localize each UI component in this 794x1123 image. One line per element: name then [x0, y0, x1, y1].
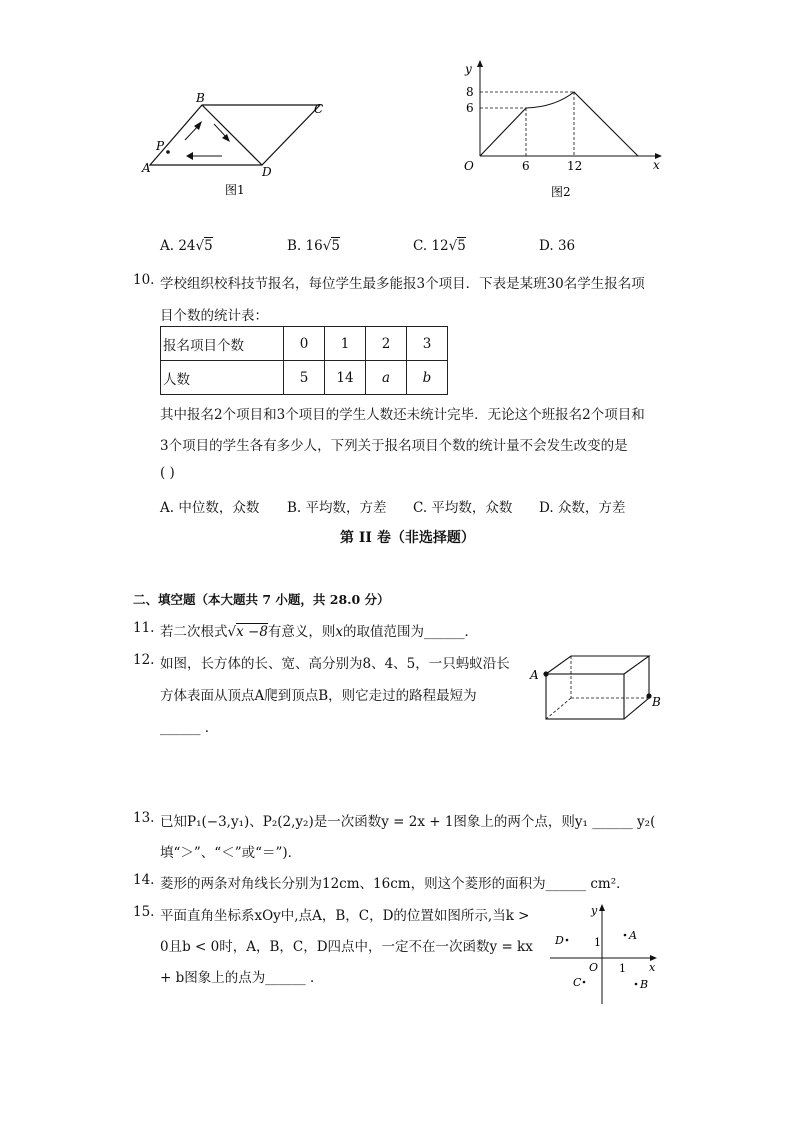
q9-option-b[interactable]: B. 16√5: [287, 238, 340, 254]
table-cell: 0: [284, 327, 325, 361]
label-a: A: [530, 668, 539, 682]
y-tick-1: 1: [594, 936, 601, 949]
q11-number: 11.: [133, 620, 155, 636]
q12-line3: ______ ．: [160, 720, 219, 736]
table-cell: 3: [407, 327, 448, 361]
q15-coordinate-figure: [545, 900, 665, 1008]
table-row: [161, 361, 448, 395]
figure-2-caption: 图2: [551, 185, 571, 199]
origin-label: O: [589, 961, 599, 974]
figure-1-parallelogram: [130, 90, 340, 200]
table-cell: 14: [325, 361, 366, 395]
figure-1-caption: 图1: [225, 183, 245, 197]
table-row: [161, 327, 448, 361]
label-a: A: [142, 161, 151, 175]
q15-line2: 0且b < 0时，A，B，C，D四点中，一定不在一次函数y = kx: [160, 939, 533, 955]
q9-option-a[interactable]: A. 24√5: [160, 238, 213, 254]
q14-number: 14.: [133, 872, 155, 888]
label-b: B: [196, 91, 205, 105]
section2-title: 二、填空题（本大题共 7 小题，共 28.0 分）: [133, 592, 390, 607]
q9-option-d[interactable]: D. 36: [539, 238, 576, 254]
table-cell: a: [366, 361, 407, 395]
q15-line3: + b图象上的点为______ ．: [160, 970, 324, 986]
y-axis-label: y: [591, 904, 598, 917]
table-cell: 人数: [161, 361, 284, 395]
q12-line1: 如图，长方体的长、宽、高分别为8、4、5，一只蚂蚁沿长: [160, 656, 510, 672]
q13-line1: 已知P₁(−3,y₁)、P₂(2,y₂)是一次函数y = 2x + 1图象上的两个点，则y₁ ______ y₂(: [160, 814, 656, 830]
point-a-label: A: [629, 929, 637, 942]
q10-text-line2: 3个项目的学生各有多少人，下列关于报名项目个数的统计量不会发生改变的是: [160, 438, 628, 454]
q10-option-c[interactable]: C. 平均数，众数: [413, 500, 513, 516]
graph-curve: [480, 92, 638, 156]
q15-number: 15.: [133, 904, 155, 920]
y-tick-6: 6: [466, 101, 474, 115]
q12-line2: 方体表面从顶点A爬到顶点B，则它走过的路程最短为: [160, 688, 477, 704]
figure-2-graph: [455, 55, 670, 205]
x-axis-label: x: [653, 158, 660, 172]
q10-option-a[interactable]: A. 中位数，众数: [160, 500, 260, 516]
y-axis-label: y: [465, 62, 472, 76]
label-d: D: [262, 165, 272, 179]
vertex-a: [543, 671, 548, 676]
table-cell: 5: [284, 361, 325, 395]
y-tick-8: 8: [466, 85, 474, 99]
table-cell: 1: [325, 327, 366, 361]
q13-line2: 填“＞”、“＜”或“＝”)．: [160, 845, 302, 861]
label-b: B: [652, 695, 661, 709]
table-cell: 2: [366, 327, 407, 361]
q10-option-b[interactable]: B. 平均数，方差: [287, 500, 387, 516]
vertex-b: [646, 693, 651, 698]
q15-line1: 平面直角坐标系xOy中,点A，B，C，D的位置如图所示,当k >: [160, 908, 530, 924]
point-d-label: D: [555, 934, 564, 947]
x-tick-1: 1: [619, 962, 626, 975]
q10-paren: ( ): [160, 465, 175, 481]
part2-title: 第 II 卷（非选择题）: [340, 530, 475, 546]
q12-cuboid-figure: [525, 648, 670, 728]
q13-number: 13.: [133, 810, 155, 826]
origin-label: O: [464, 159, 474, 173]
q10-stem-line2: 目个数的统计表：: [160, 308, 268, 324]
x-tick-12: 12: [567, 159, 583, 173]
label-p: P: [156, 139, 165, 153]
table-cell: b: [407, 361, 448, 395]
q12-number: 12.: [133, 652, 155, 668]
q10-stem-line1: 学校组织校科技节报名，每位学生最多能报3个项目．下表是某班30名学生报名项: [160, 276, 645, 292]
table-cell: 报名项目个数: [161, 327, 284, 361]
point-p: [166, 150, 170, 154]
q10-option-d[interactable]: D. 众数，方差: [539, 500, 626, 516]
q10-stat-table: [160, 326, 448, 395]
parallelogram-abcd: [150, 105, 320, 165]
q14-text: 菱形的两条对角线长分别为12cm、16cm，则这个菱形的面积为______ cm²．: [160, 876, 630, 892]
x-axis-label: x: [649, 961, 656, 974]
x-tick-6: 6: [522, 159, 530, 173]
q10-text-line1: 其中报名2个项目和3个项目的学生人数还未统计完毕．无论这个班报名2个项目和: [160, 407, 645, 423]
q11-text: 若二次根式√x −8有意义，则x的取值范围为______．: [160, 624, 479, 640]
label-c: C: [314, 102, 324, 116]
q9-option-c[interactable]: C. 12√5: [413, 238, 466, 254]
point-c-label: C: [573, 976, 582, 989]
q10-number: 10.: [133, 272, 155, 288]
point-b-label: B: [640, 978, 649, 991]
